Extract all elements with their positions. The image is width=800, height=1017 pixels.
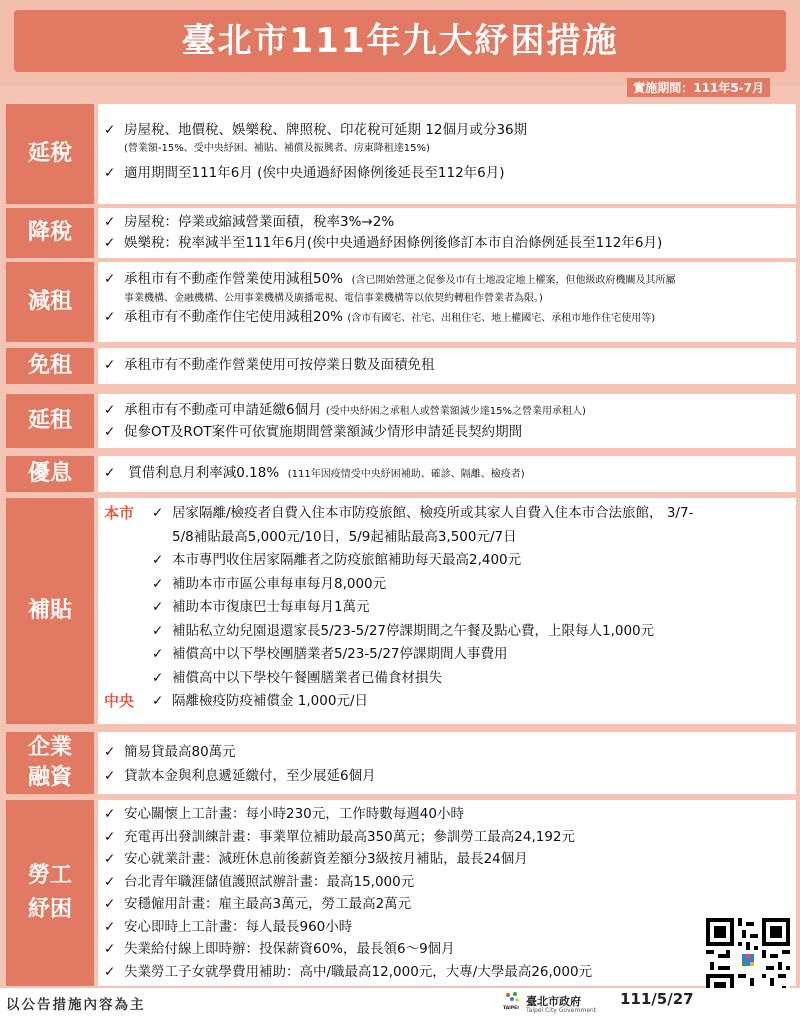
list-item: 本市 ✓ 居家隔離/檢疫者自費入住本市防疫旅館、檢疫所或其家人自費入住本市合法旅館， 3/7- xyxy=(104,502,790,526)
check-icon: ✓ xyxy=(104,424,116,440)
org-name-en: Taipei City Government xyxy=(526,1007,597,1014)
section-body xyxy=(98,498,796,724)
check-icon: ✓ xyxy=(104,828,116,845)
category-label: 減租 xyxy=(6,262,94,342)
section-business-loan xyxy=(0,732,800,794)
list-item: ✓ 失業勞工子女就學費用補助：高中/職最高12,000元，大專/大學最高26,000元 xyxy=(104,961,790,984)
check-icon: ✓ xyxy=(152,599,164,615)
check-icon: ✓ xyxy=(152,552,164,568)
category-label: 降稅 xyxy=(6,208,94,258)
category-label: 免租 xyxy=(6,348,94,384)
list-item: ✓ 安心就業計畫：減班休息前後薪資差額分3級按月補貼，最長24個月 xyxy=(104,848,790,871)
footer-note: 以公告措施內容為主 xyxy=(6,997,146,1013)
list-item: ✓ 補償高中以下學校團膳業者5/23-5/27停課期間人事費用 xyxy=(104,643,790,667)
section-body xyxy=(98,456,796,492)
check-icon: ✓ xyxy=(104,941,116,957)
item-note: (營業額-15%、受中央紓困、補貼、補償及振興者、房東降租達15%) xyxy=(124,143,430,154)
check-icon: ✓ xyxy=(104,214,116,230)
check-icon: ✓ xyxy=(104,963,116,980)
list-item: 中央 ✓ 隔離檢疫防疫補償金 1,000元/日 xyxy=(104,690,790,714)
section-body xyxy=(98,262,796,342)
list-item: ✓ 失業給付線上即時辦：投保薪資60%，最長領6～9個月 xyxy=(104,938,790,961)
list-item: ✓ 質借利息月利率減0.18% (111年因疫情受中央紓困補助、確診、隔離、檢疫者) xyxy=(104,463,790,485)
category-label: 勞工 紓困 xyxy=(6,800,94,986)
list-item: ✓ 安心即時上工計畫：每人最長960小時 xyxy=(104,916,790,939)
section-body xyxy=(98,208,796,258)
category-label: 企業 融資 xyxy=(6,732,94,794)
list-item: ✓ 補助本市市區公車每車每月8,000元 xyxy=(104,573,790,597)
list-item: ✓ 貸款本金與利息遞延繳付，至少展延6個月 xyxy=(104,764,790,788)
check-icon: ✓ xyxy=(104,465,116,481)
section-body xyxy=(98,348,796,384)
section-interest xyxy=(0,456,800,492)
check-icon: ✓ xyxy=(104,309,116,325)
period-label: 實施期間：111年5-7月 xyxy=(627,78,770,97)
check-icon: ✓ xyxy=(104,873,116,890)
section-rent-deferral xyxy=(0,394,800,448)
list-item: ✓ 房屋稅、地價稅、娛樂稅、牌照稅、印花稅可延期 12個月或分36期 xyxy=(104,120,790,141)
check-icon: ✓ xyxy=(152,575,164,592)
list-item: ✓ 補償高中以下學校午餐團膳業者已備食材損失 xyxy=(104,667,790,691)
list-item: ✓ 本市專門收住居家隔離者之防疫旅館補助每天最高2,400元 xyxy=(104,549,790,573)
section-body xyxy=(98,104,796,204)
section-body xyxy=(98,394,796,448)
section-rent-exemption xyxy=(0,348,800,384)
list-item: ✓ 促參OT及ROT案件可依實施期間營業額減少情形申請延長契約期間 xyxy=(104,422,790,443)
check-icon: ✓ xyxy=(104,806,116,822)
section-labor-relief xyxy=(0,800,800,986)
list-item: ✓ 安穩僱用計畫：雇主最高3萬元，勞工最高2萬元 xyxy=(104,893,790,916)
check-icon: ✓ xyxy=(104,402,116,418)
check-icon: ✓ xyxy=(152,505,164,521)
check-icon: ✓ xyxy=(104,165,116,181)
check-icon: ✓ xyxy=(104,122,116,138)
category-label: 優息 xyxy=(6,456,94,492)
section-tax-reduction xyxy=(0,208,800,258)
list-item: ✓ 安心關懷上工計畫：每小時230元，工作時數每週40小時 xyxy=(104,803,790,826)
check-icon: ✓ xyxy=(104,851,116,867)
list-item: ✓ 補助本市復康巴士每車每月1萬元 xyxy=(104,596,790,620)
taipei-logo-icon xyxy=(503,990,521,1010)
check-icon: ✓ xyxy=(152,622,164,639)
logo-text: TAIPEI xyxy=(503,1006,519,1010)
check-icon: ✓ xyxy=(104,768,116,784)
org-name: 臺北市政府 xyxy=(526,995,581,1008)
section-body xyxy=(98,800,796,986)
list-item: ✓ 補貼私立幼兒園退還家長5/23-5/27停課期間之午餐及點心費，上限每人1,000元 xyxy=(104,620,790,644)
list-item: ✓ 適用期間至111年6月 (俟中央通過紓困條例後延長至112年6月) xyxy=(104,163,790,184)
list-item: ✓ 承租市有不動產可申請延繳6個月 (受中央紓困之承租人或營業額減少達15%之營業用承租人) xyxy=(104,400,790,422)
check-icon: ✓ xyxy=(152,693,164,709)
page-title: 臺北市111年九大紓困措施 xyxy=(14,10,786,72)
check-icon: ✓ xyxy=(152,669,164,686)
list-item: ✓ 台北青年職涯儲值護照試辦計畫：最高15,000元 xyxy=(104,871,790,894)
check-icon: ✓ xyxy=(104,357,116,373)
tag-city: 本市 xyxy=(104,504,135,522)
list-item: ✓ 簡易貸最高80萬元 xyxy=(104,740,790,764)
section-subsidy xyxy=(0,498,800,724)
category-label: 延稅 xyxy=(6,104,94,204)
list-item: ✓ 充電再出發訓練計畫：事業單位補助最高350萬元；參訓勞工最高24,192元 xyxy=(104,826,790,849)
tag-central: 中央 xyxy=(104,692,135,710)
section-tax-deferral xyxy=(0,104,800,204)
check-icon: ✓ xyxy=(152,646,164,662)
section-rent-reduction xyxy=(0,262,800,342)
check-icon: ✓ xyxy=(104,744,116,760)
list-item: ✓ 房屋稅：停業或縮減營業面積，稅率3%→2% xyxy=(104,212,790,233)
category-label: 補貼 xyxy=(6,498,94,724)
category-label: 延租 xyxy=(6,394,94,448)
publish-date: 111/5/27 xyxy=(620,990,694,1008)
list-item: ✓ 承租市有不動產作營業使用減租50% (含已開始營運之促參及市有土地設定地上權案，但他級政府機關及其所屬 xyxy=(104,271,676,287)
check-icon: ✓ xyxy=(104,896,116,912)
item-note: 事業機構、金融機構、公用事業機構及廣播電視、電信事業機構等以依契約轉租作營業者為限。) xyxy=(124,293,543,304)
check-icon: ✓ xyxy=(104,271,116,287)
list-item: ✓ 承租市有不動產作住宅使用減租20% (含市有國宅、社宅、出租住宅、地上權國宅、承租市地作住宅使用等) xyxy=(104,309,656,325)
section-body xyxy=(98,732,796,794)
check-icon: ✓ xyxy=(104,235,116,251)
list-item: ✓ 承租市有不動產作營業使用可按停業日數及面積免租 xyxy=(104,355,790,376)
list-item-continued: 5/8補貼最高5,000元/10日，5/9起補貼最高3,500元/7日 xyxy=(172,528,517,545)
list-item: ✓ 娛樂稅：稅率減半至111年6月(俟中央通過紓困條例後修訂本市自治條例延長至112年6月) xyxy=(104,233,790,254)
check-icon: ✓ xyxy=(104,918,116,935)
